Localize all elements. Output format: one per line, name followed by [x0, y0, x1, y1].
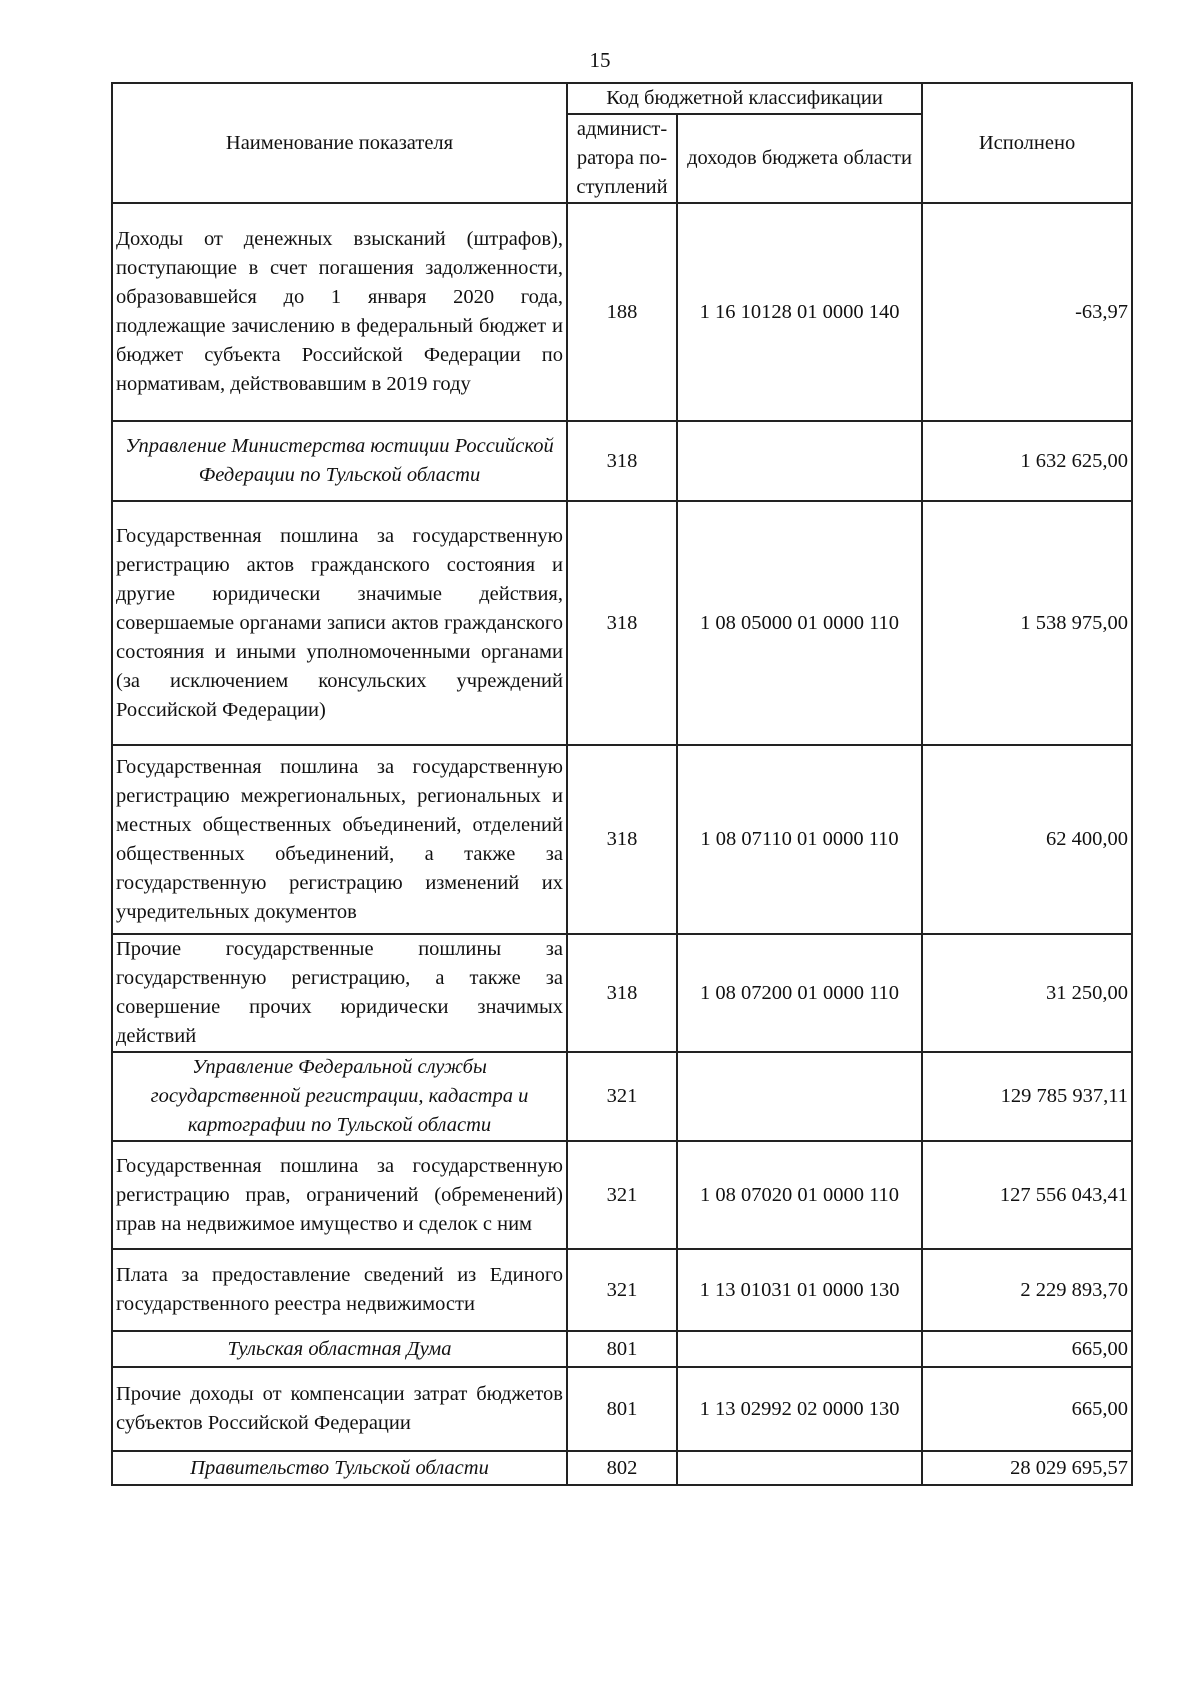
row-amount: 2 229 893,70 [922, 1249, 1132, 1331]
table-row [112, 1451, 1132, 1485]
row-admin-code: 321 [567, 1249, 677, 1331]
row-name: Прочие государственные пошлины за государственную регистрацию, а также за совершение прочих юридически значимых действий [112, 934, 567, 1052]
row-name: Плата за предоставление сведений из Единого государственного реестра недвижимости [112, 1249, 567, 1331]
row-amount: 1 632 625,00 [922, 421, 1132, 501]
row-income-code: 1 08 07020 01 0000 110 [677, 1141, 922, 1249]
row-income-code [677, 421, 922, 501]
row-amount: 665,00 [922, 1367, 1132, 1451]
row-name: Прочие доходы от компенсации затрат бюджетов субъектов Российской Федерации [112, 1367, 567, 1451]
row-admin-code: 318 [567, 501, 677, 745]
header-name: Наименование показателя [112, 83, 567, 203]
row-amount: 62 400,00 [922, 745, 1132, 934]
row-admin-code: 321 [567, 1052, 677, 1141]
row-amount: 127 556 043,41 [922, 1141, 1132, 1249]
table-row [112, 1052, 1132, 1141]
table-row [112, 203, 1132, 421]
row-income-code: 1 13 02992 02 0000 130 [677, 1367, 922, 1451]
row-admin-code: 801 [567, 1367, 677, 1451]
row-name: Государственная пошлина за государственную регистрацию межрегиональных, региональных и местных общественных объединений, отделений общественных объединений, а также за государственную регистрацию изменений их учредительных документов [112, 745, 567, 934]
row-name: Доходы от денежных взысканий (штрафов), поступающие в счет погашения задолженности, образовавшейся до 1 января 2020 года, подлежащие зачислению в федеральный бюджет и бюджет субъекта Российской Федерации по нормативам, действовавшим в 2019 году [112, 203, 567, 421]
table-row [112, 421, 1132, 501]
header-executed: Исполнено [922, 83, 1132, 203]
table-row [112, 745, 1132, 934]
row-name: Государственная пошлина за государственную регистрацию актов гражданского состояния и другие юридически значимые действия, совершаемые органами записи актов гражданского состояния и иными уполномоченными органами (за исключением консульских учреждений Российской Федерации) [112, 501, 567, 745]
row-admin-code: 318 [567, 934, 677, 1052]
header-admin: админист-ратора по-ступлений [567, 114, 677, 203]
row-amount: 31 250,00 [922, 934, 1132, 1052]
row-org-name: Тульская областная Дума [112, 1331, 567, 1367]
row-amount: 129 785 937,11 [922, 1052, 1132, 1141]
row-admin-code: 321 [567, 1141, 677, 1249]
row-income-code: 1 08 07110 01 0000 110 [677, 745, 922, 934]
row-amount: 1 538 975,00 [922, 501, 1132, 745]
row-income-code [677, 1052, 922, 1141]
table-row [112, 1141, 1132, 1249]
row-org-name: Правительство Тульской области [112, 1451, 567, 1485]
row-amount: 665,00 [922, 1331, 1132, 1367]
row-org-name: Управление Министерства юстиции Российской Федерации по Тульской области [112, 421, 567, 501]
row-name: Государственная пошлина за государственную регистрацию прав, ограничений (обременений) прав на недвижимое имущество и сделок с ним [112, 1141, 567, 1249]
budget-table [111, 82, 1133, 1486]
page-number: 15 [589, 48, 611, 72]
header-income: доходов бюджета области [677, 114, 922, 203]
table-row [112, 1331, 1132, 1367]
row-admin-code: 318 [567, 745, 677, 934]
row-income-code: 1 08 05000 01 0000 110 [677, 501, 922, 745]
row-income-code [677, 1331, 922, 1367]
table-row [112, 934, 1132, 1052]
row-admin-code: 188 [567, 203, 677, 421]
table-header [112, 83, 1132, 203]
table-row [112, 501, 1132, 745]
row-amount: 28 029 695,57 [922, 1451, 1132, 1485]
row-income-code [677, 1451, 922, 1485]
row-amount: -63,97 [922, 203, 1132, 421]
table-row [112, 1249, 1132, 1331]
row-income-code: 1 13 01031 01 0000 130 [677, 1249, 922, 1331]
table-row [112, 1367, 1132, 1451]
row-admin-code: 802 [567, 1451, 677, 1485]
row-income-code: 1 16 10128 01 0000 140 [677, 203, 922, 421]
row-admin-code: 318 [567, 421, 677, 501]
row-admin-code: 801 [567, 1331, 677, 1367]
header-classification: Код бюджетной классификации [567, 83, 922, 114]
row-income-code: 1 08 07200 01 0000 110 [677, 934, 922, 1052]
row-org-name: Управление Федеральной службы государственной регистрации, кадастра и картографии по Тульской области [112, 1052, 567, 1141]
